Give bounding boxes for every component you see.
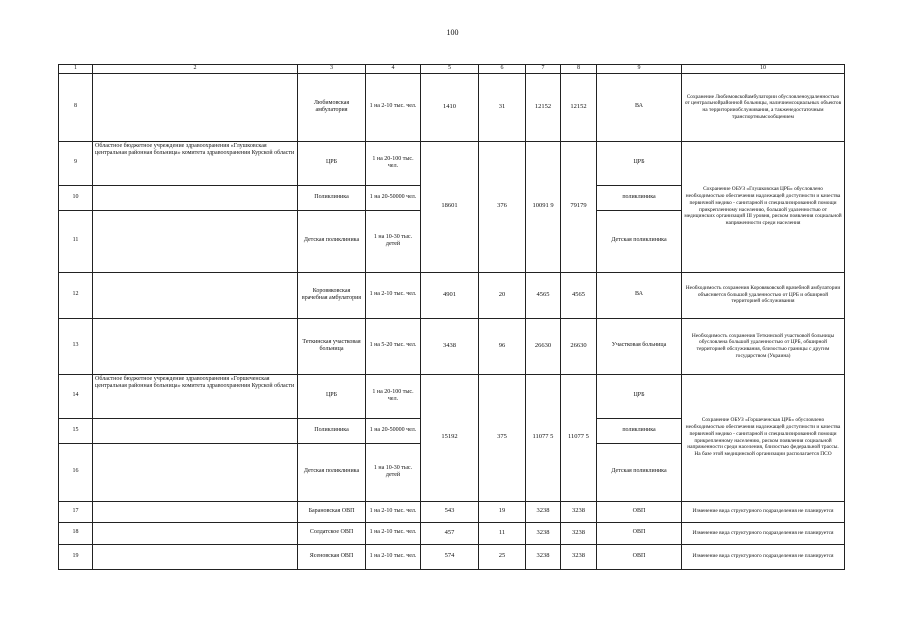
value-cell: 574 [421,544,479,569]
row-number: 16 [59,443,93,501]
page-number: 100 [446,28,459,37]
facility-type: ЦРБ [298,141,366,185]
value-cell: 3238 [561,522,597,544]
value-cell: 4565 [526,272,561,318]
facility-type: Теткинская участковая больница [298,318,366,374]
value-cell: 12152 [526,73,561,141]
row-number: 19 [59,544,93,569]
norm-cell: 1 на 20-50000 чел. [366,185,421,210]
norm-cell: 1 на 20-100 тыс. чел. [366,141,421,185]
value-cell: 3238 [561,501,597,522]
row-number: 15 [59,418,93,443]
norm-cell: 1 на 2-10 тыс. чел. [366,73,421,141]
value-cell: 26630 [561,318,597,374]
norm-cell: 1 на 2-10 тыс. чел. [366,544,421,569]
header-cell: 5 [421,65,479,74]
value-cell: 1410 [421,73,479,141]
header-cell: 7 [526,65,561,74]
note-cell: Необходимость сохранения Коровяковской врачебной амбулатории объясняется большой удаленностью от ЦРБ и обширной территорией обслуживания [682,272,845,318]
facilities-table [58,64,845,570]
category-cell: поликлиника [597,185,682,210]
organization-cell [93,522,298,544]
value-cell: 96 [479,318,526,374]
facility-type: Барановская ОВП [298,501,366,522]
organization-cell [93,443,298,501]
norm-cell: 1 на 20-50000 чел. [366,418,421,443]
value-cell: 376 [479,141,526,272]
value-cell: 457 [421,522,479,544]
category-cell: ОВП [597,522,682,544]
header-cell: 1 [59,65,93,74]
value-cell: 3238 [526,501,561,522]
facility-type: Ясеновская ОВП [298,544,366,569]
note-cell: Сохранение ОБУЗ «Глушковская ЦРБ» обусловлено необходимостью обеспечения надлежащей доступности и качества первичной медико - санитарной и специализированной помощи прикрепленному населению, большой удаленностью от медицинских организаций III уровня, риском появления социальной напряженности среди населения [682,141,845,272]
value-cell: 79179 [561,141,597,272]
note-cell: Сохранение Любимовскойамбулатории обусловленоудаленностью от центральнойрайонной больницы, наличиемсоциальных объектов на территорииобслуживания, а такженедостаточным транспортнымсообщением [682,73,845,141]
row-number: 12 [59,272,93,318]
note-cell: Изменение вида структурного подразделения не планируется [682,522,845,544]
value-cell: 25 [479,544,526,569]
value-cell: 15192 [421,374,479,501]
row-number: 17 [59,501,93,522]
facility-type: Любимовская амбулатория [298,73,366,141]
facility-type: Поликлиника [298,418,366,443]
value-cell: 19 [479,501,526,522]
table-row [59,73,845,141]
organization-cell [93,318,298,374]
table-row [59,318,845,374]
value-cell: 4901 [421,272,479,318]
row-number: 14 [59,374,93,418]
value-cell: 12152 [561,73,597,141]
facility-type: Поликлиника [298,185,366,210]
category-cell: ВА [597,272,682,318]
norm-cell: 1 на 10-30 тыс. детей [366,443,421,501]
header-cell: 10 [682,65,845,74]
table-row [59,374,845,418]
norm-cell: 1 на 2-10 тыс. чел. [366,522,421,544]
value-cell: 3238 [526,522,561,544]
organization-cell [93,544,298,569]
header-row [59,65,845,74]
category-cell: Участковая больница [597,318,682,374]
norm-cell: 1 на 2-10 тыс. чел. [366,272,421,318]
row-number: 10 [59,185,93,210]
category-cell: поликлиника [597,418,682,443]
norm-cell: 1 на 2-10 тыс. чел. [366,501,421,522]
note-cell: Изменение вида структурного подразделения не планируется [682,501,845,522]
value-cell: 11077 5 [561,374,597,501]
category-cell: ЦРБ [597,374,682,418]
value-cell: 3438 [421,318,479,374]
organization-cell [93,73,298,141]
header-cell: 4 [366,65,421,74]
value-cell: 543 [421,501,479,522]
row-number: 13 [59,318,93,374]
value-cell: 11 [479,522,526,544]
value-cell: 11077 5 [526,374,561,501]
category-cell: ВА [597,73,682,141]
category-cell: Детская поликлиника [597,210,682,272]
facility-type: Детская поликлиника [298,210,366,272]
category-cell: ОВП [597,544,682,569]
facility-type: Коровяковская врачебная амбулатория [298,272,366,318]
category-cell: ЦРБ [597,141,682,185]
table-row [59,501,845,522]
value-cell: 3238 [526,544,561,569]
facility-type: Солдатское ОВП [298,522,366,544]
value-cell: 3238 [561,544,597,569]
facility-type: ЦРБ [298,374,366,418]
table-row [59,544,845,569]
norm-cell: 1 на 20-100 тыс. чел. [366,374,421,418]
category-cell: Детская поликлиника [597,443,682,501]
header-cell: 6 [479,65,526,74]
header-cell: 8 [561,65,597,74]
organization-cell [93,501,298,522]
organization-cell: Областное бюджетное учреждение здравоохранения «Горшеченская центральная районная больница» комитета здравоохранения Курской области [93,374,298,418]
norm-cell: 1 на 5-20 тыс. чел. [366,318,421,374]
header-cell: 2 [93,65,298,74]
value-cell: 18601 [421,141,479,272]
organization-cell [93,272,298,318]
header-cell: 3 [298,65,366,74]
row-number: 9 [59,141,93,185]
value-cell: 31 [479,73,526,141]
row-number: 18 [59,522,93,544]
facility-type: Детская поликлиника [298,443,366,501]
header-cell: 9 [597,65,682,74]
table-row [59,141,845,185]
category-cell: ОВП [597,501,682,522]
note-cell: Изменение вида структурного подразделения не планируется [682,544,845,569]
row-number: 11 [59,210,93,272]
organization-cell [93,210,298,272]
organization-cell [93,185,298,210]
note-cell: Сохранение ОБУЗ «Горшеченская ЦРБ» обусловлено необходимостью обеспечения надлежащей доступности и качества первичной медико - санитарной и специализированной помощи прикрепленному населению, риском появления социальной напряженности среди населения, близостью федеральной трассы. На базе этой медицинской организации располагается ПСО [682,374,845,501]
note-cell: Необходимость сохранения Теткинской участковой больницы обусловлена большой удаленностью от ЦРБ, обширной территорией обслуживания, близостью границы с другим государством (Украина) [682,318,845,374]
norm-cell: 1 на 10-30 тыс. детей [366,210,421,272]
value-cell: 10091 9 [526,141,561,272]
value-cell: 20 [479,272,526,318]
table-row [59,272,845,318]
value-cell: 26630 [526,318,561,374]
value-cell: 4565 [561,272,597,318]
row-number: 8 [59,73,93,141]
table-row [59,522,845,544]
organization-cell: Областное бюджетное учреждение здравоохранения «Глушковская центральная районная больница» комитета здравоохранения Курской области [93,141,298,185]
value-cell: 375 [479,374,526,501]
organization-cell [93,418,298,443]
